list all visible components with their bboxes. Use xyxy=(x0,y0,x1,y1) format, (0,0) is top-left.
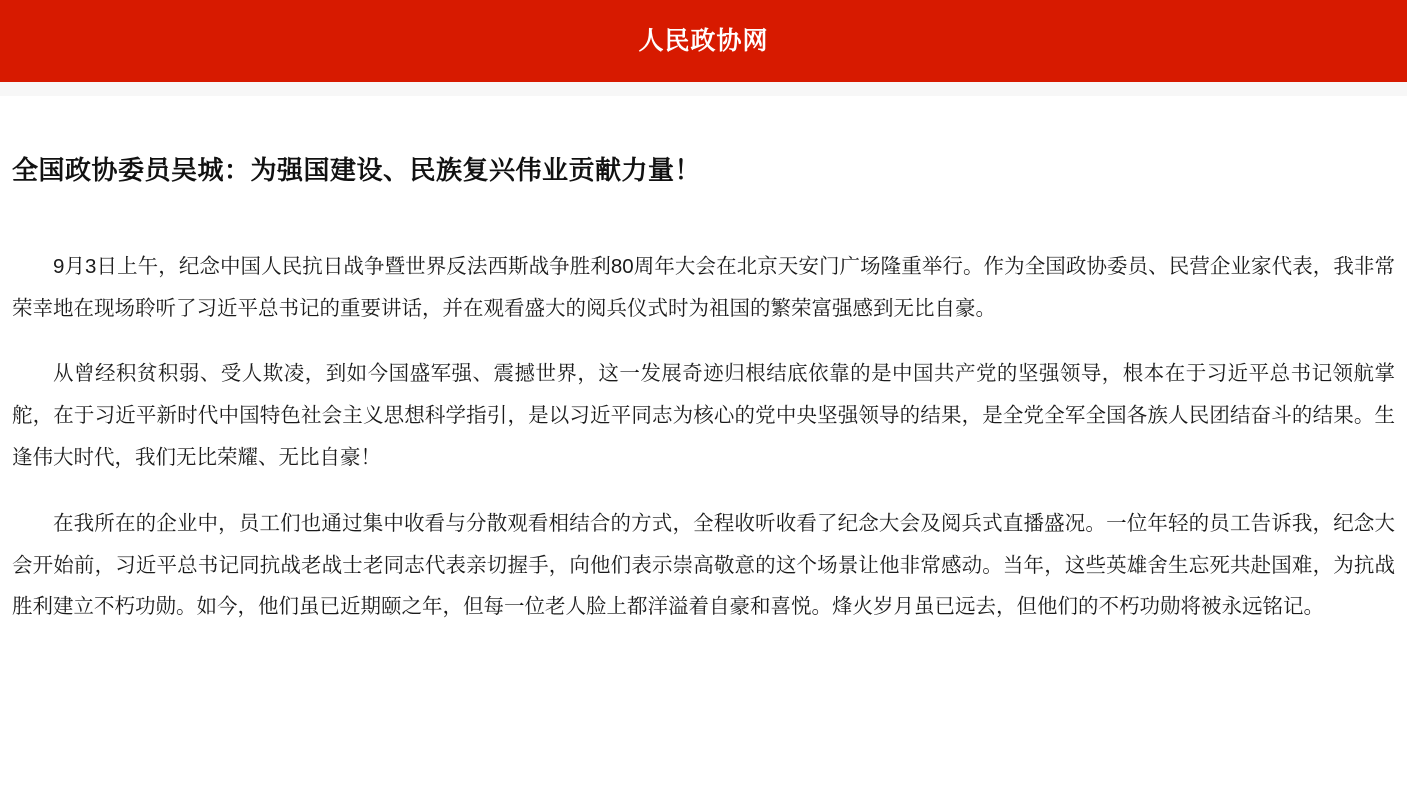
site-title: 人民政协网 xyxy=(638,26,769,55)
article-paragraph: 从曾经积贫积弱、受人欺凌，到如今国盛军强、震撼世界，这一发展奇迹归根结底依靠的是中国共产党的坚强领导，根本在于习近平总书记领航掌舵，在于习近平新时代中国特色社会主义思想科学指引，是以习近平同志为核心的党中央坚强领导的结果，是全党全军全国各族人民团结奋斗的结果。生逢伟大时代，我们无比荣耀、无比自豪！ xyxy=(12,362,1395,470)
page-title: 全国政协委员吴城：为强国建设、民族复兴伟业贡献力量！ xyxy=(12,155,702,185)
header-divider xyxy=(0,82,1407,96)
article-paragraph: 在我所在的企业中，员工们也通过集中收看与分散观看相结合的方式，全程收听收看了纪念大会及阅兵式直播盛况。一位年轻的员工告诉我，纪念大会开始前，习近平总书记同抗战老战士老同志代表亲切握手，向他们表示崇高敬意的这个场景让他非常感动。当年，这些英雄舍生忘死共赴国难，为抗战胜利建立不朽功勋。如今，他们虽已近期颐之年，但每一位老人脸上都洋溢着自豪和喜悦。烽火岁月虽已远去，但他们的不朽功勋将被永远铭记。 xyxy=(12,511,1395,619)
site-header xyxy=(0,0,1407,82)
article-container xyxy=(0,96,1407,628)
article-paragraph: 9月3日上午，纪念中国人民抗日战争暨世界反法西斯战争胜利80周年大会在北京天安门广场隆重举行。作为全国政协委员、民营企业家代表，我非常荣幸地在现场聆听了习近平总书记的重要讲话，并在观看盛大的阅兵仪式时为祖国的繁荣富强感到无比自豪。 xyxy=(12,254,1395,320)
article-body xyxy=(12,246,1395,629)
